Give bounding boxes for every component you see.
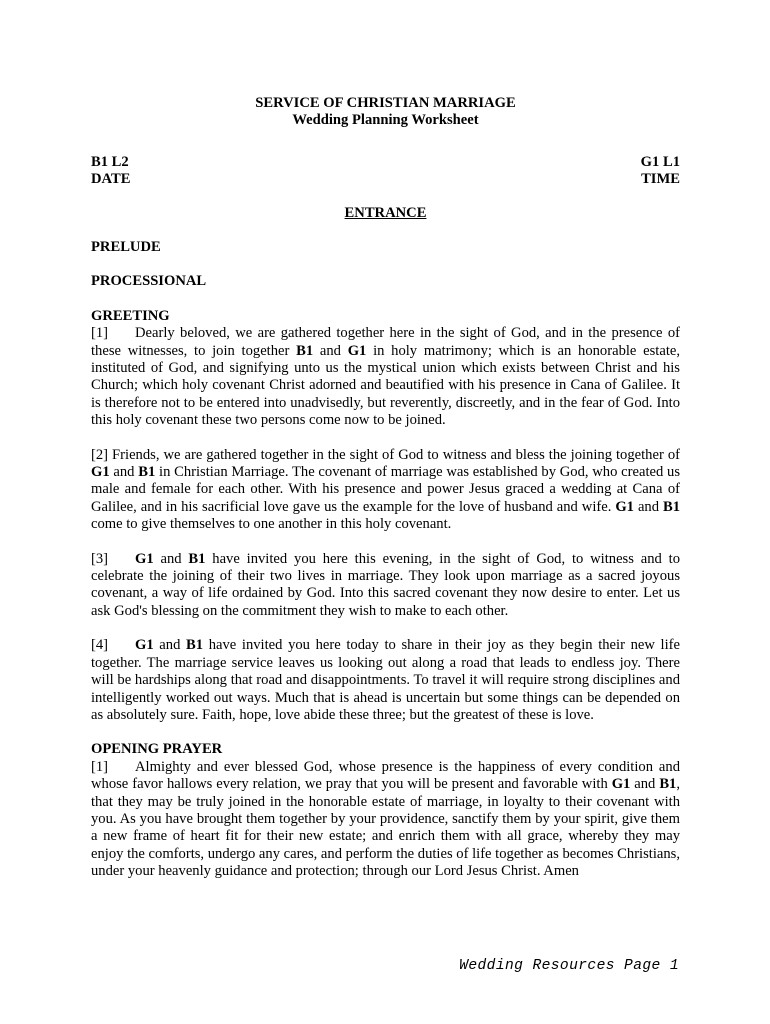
name-placeholder: G1 bbox=[91, 464, 110, 481]
document-content bbox=[91, 95, 680, 881]
name-placeholder: G1 bbox=[135, 637, 154, 654]
meta-date-field: DATE bbox=[91, 171, 131, 188]
paragraph-number: [1] bbox=[91, 325, 109, 342]
paragraph-text: and bbox=[313, 342, 348, 359]
name-placeholder: B1 bbox=[659, 776, 677, 793]
paragraph-number: [1] bbox=[91, 758, 109, 775]
name-placeholder: B1 bbox=[138, 464, 156, 481]
name-placeholder: B1 bbox=[186, 637, 204, 654]
opening-prayer-paragraph-1 bbox=[91, 759, 680, 881]
paragraph-text: have invited you here this evening, in the sight of God, to witness and to celebrate the joining of their two lives in marriage. They look upon marriage as a sacred joyous covenant, a way of life ordained by God. Into this sacred covenant they now desire to enter. Let us ask God's blessing on the commitment they wish to make to each other. bbox=[91, 550, 681, 619]
paragraph-text: and bbox=[633, 498, 663, 515]
document-title: SERVICE OF CHRISTIAN MARRIAGE bbox=[255, 95, 516, 111]
paragraph-text: and bbox=[153, 550, 189, 567]
section-title-entrance: ENTRANCE bbox=[344, 204, 427, 221]
heading-processional: PROCESSIONAL bbox=[91, 273, 207, 290]
meta-bride-field: B1 L2 bbox=[91, 153, 129, 170]
paragraph-text: and bbox=[109, 464, 139, 481]
name-placeholder: B1 bbox=[188, 550, 206, 567]
paragraph-number: [3] bbox=[91, 550, 109, 567]
paragraph-text: Friends, we are gathered together in the sight of God to witness and bless the joining together of bbox=[108, 446, 680, 463]
paragraph-text: have invited you here today to share in their joy as they begin their new life together. The marriage service leaves us looking out along a road that leads to endless joy. There will be hardships along that road and disappointments. To travel it will require strong disciplines and intelligently worked out ways. Much that is ahead is uncertain but some things can be depended on as absolutely sure. Faith, hope, love abide these three; but the greatest of these is love. bbox=[91, 637, 680, 723]
greeting-paragraph-1 bbox=[91, 325, 680, 429]
paragraph-text: in Christian Marriage. The covenant of marriage was established by God, who created us male and female for each other. With his presence and power Jesus graced a wedding at Cana of Galilee, and in his sacrificial love gave us the example for the love of husband and wife. bbox=[91, 464, 680, 515]
document-subtitle: Wedding Planning Worksheet bbox=[292, 112, 479, 129]
paragraph-text: Dearly beloved, we are gathered together here in the sight of God, and in the presence of these witnesses, to join together bbox=[91, 325, 680, 359]
name-placeholder: G1 bbox=[611, 776, 631, 793]
paragraph-text: and bbox=[153, 637, 187, 654]
greeting-paragraph-4 bbox=[91, 637, 680, 724]
greeting-paragraph-3 bbox=[91, 551, 680, 621]
paragraph-text: and bbox=[630, 776, 660, 793]
meta-left bbox=[91, 154, 130, 189]
heading-prelude: PRELUDE bbox=[91, 238, 161, 255]
paragraph-text: come to give themselves to one another in this holy covenant. bbox=[91, 516, 452, 533]
greeting-paragraph-2 bbox=[91, 447, 680, 534]
document-title-block bbox=[91, 95, 680, 130]
paragraph-text: Almighty and ever blessed God, whose presence is the happiness of every condition and whose favor hallows every relation, we pray that you will be present and favorable with bbox=[91, 758, 680, 793]
name-placeholder: G1 bbox=[135, 550, 154, 567]
meta-groom-field: G1 L1 bbox=[640, 153, 680, 170]
paragraph-number: [4] bbox=[91, 637, 109, 654]
name-placeholder: B1 bbox=[296, 342, 314, 359]
page-footer: Wedding Resources Page 1 bbox=[459, 958, 679, 974]
heading-opening-prayer: OPENING PRAYER bbox=[91, 741, 223, 758]
heading-greeting: GREETING bbox=[91, 307, 170, 324]
meta-fields bbox=[91, 154, 680, 189]
name-placeholder: B1 bbox=[662, 498, 680, 515]
meta-time-field: TIME bbox=[641, 171, 680, 188]
paragraph-text: in holy matrimony; which is an honorable estate, instituted of God, and signifying unto us the mystical union which exists between Christ and his Church; which holy covenant Christ adorned and beautified with his presence in Cana of Galilee. It is therefore not to be entered into unadvisedly, but reverently, discreetly, and in the fear of God. Into this holy covenant these two persons come now to be joined. bbox=[91, 342, 680, 429]
name-placeholder: G1 bbox=[347, 342, 367, 359]
paragraph-number: [2] bbox=[91, 446, 109, 463]
name-placeholder: G1 bbox=[615, 498, 634, 515]
meta-right bbox=[641, 154, 680, 189]
paragraph-text: , that they may be truly joined in the honorable estate of marriage, in loyalty to their covenant with you. As you have brought them together by your providence, sanctify them by your spirit, give them a new frame of heart fit for their new estate; and enrich them with all grace, whereby they may enjoy the comforts, undergo any cares, and perform the duties of life together as becomes Christians, under your heavenly guidance and protection; through our Lord Jesus Christ. Amen bbox=[91, 776, 680, 880]
